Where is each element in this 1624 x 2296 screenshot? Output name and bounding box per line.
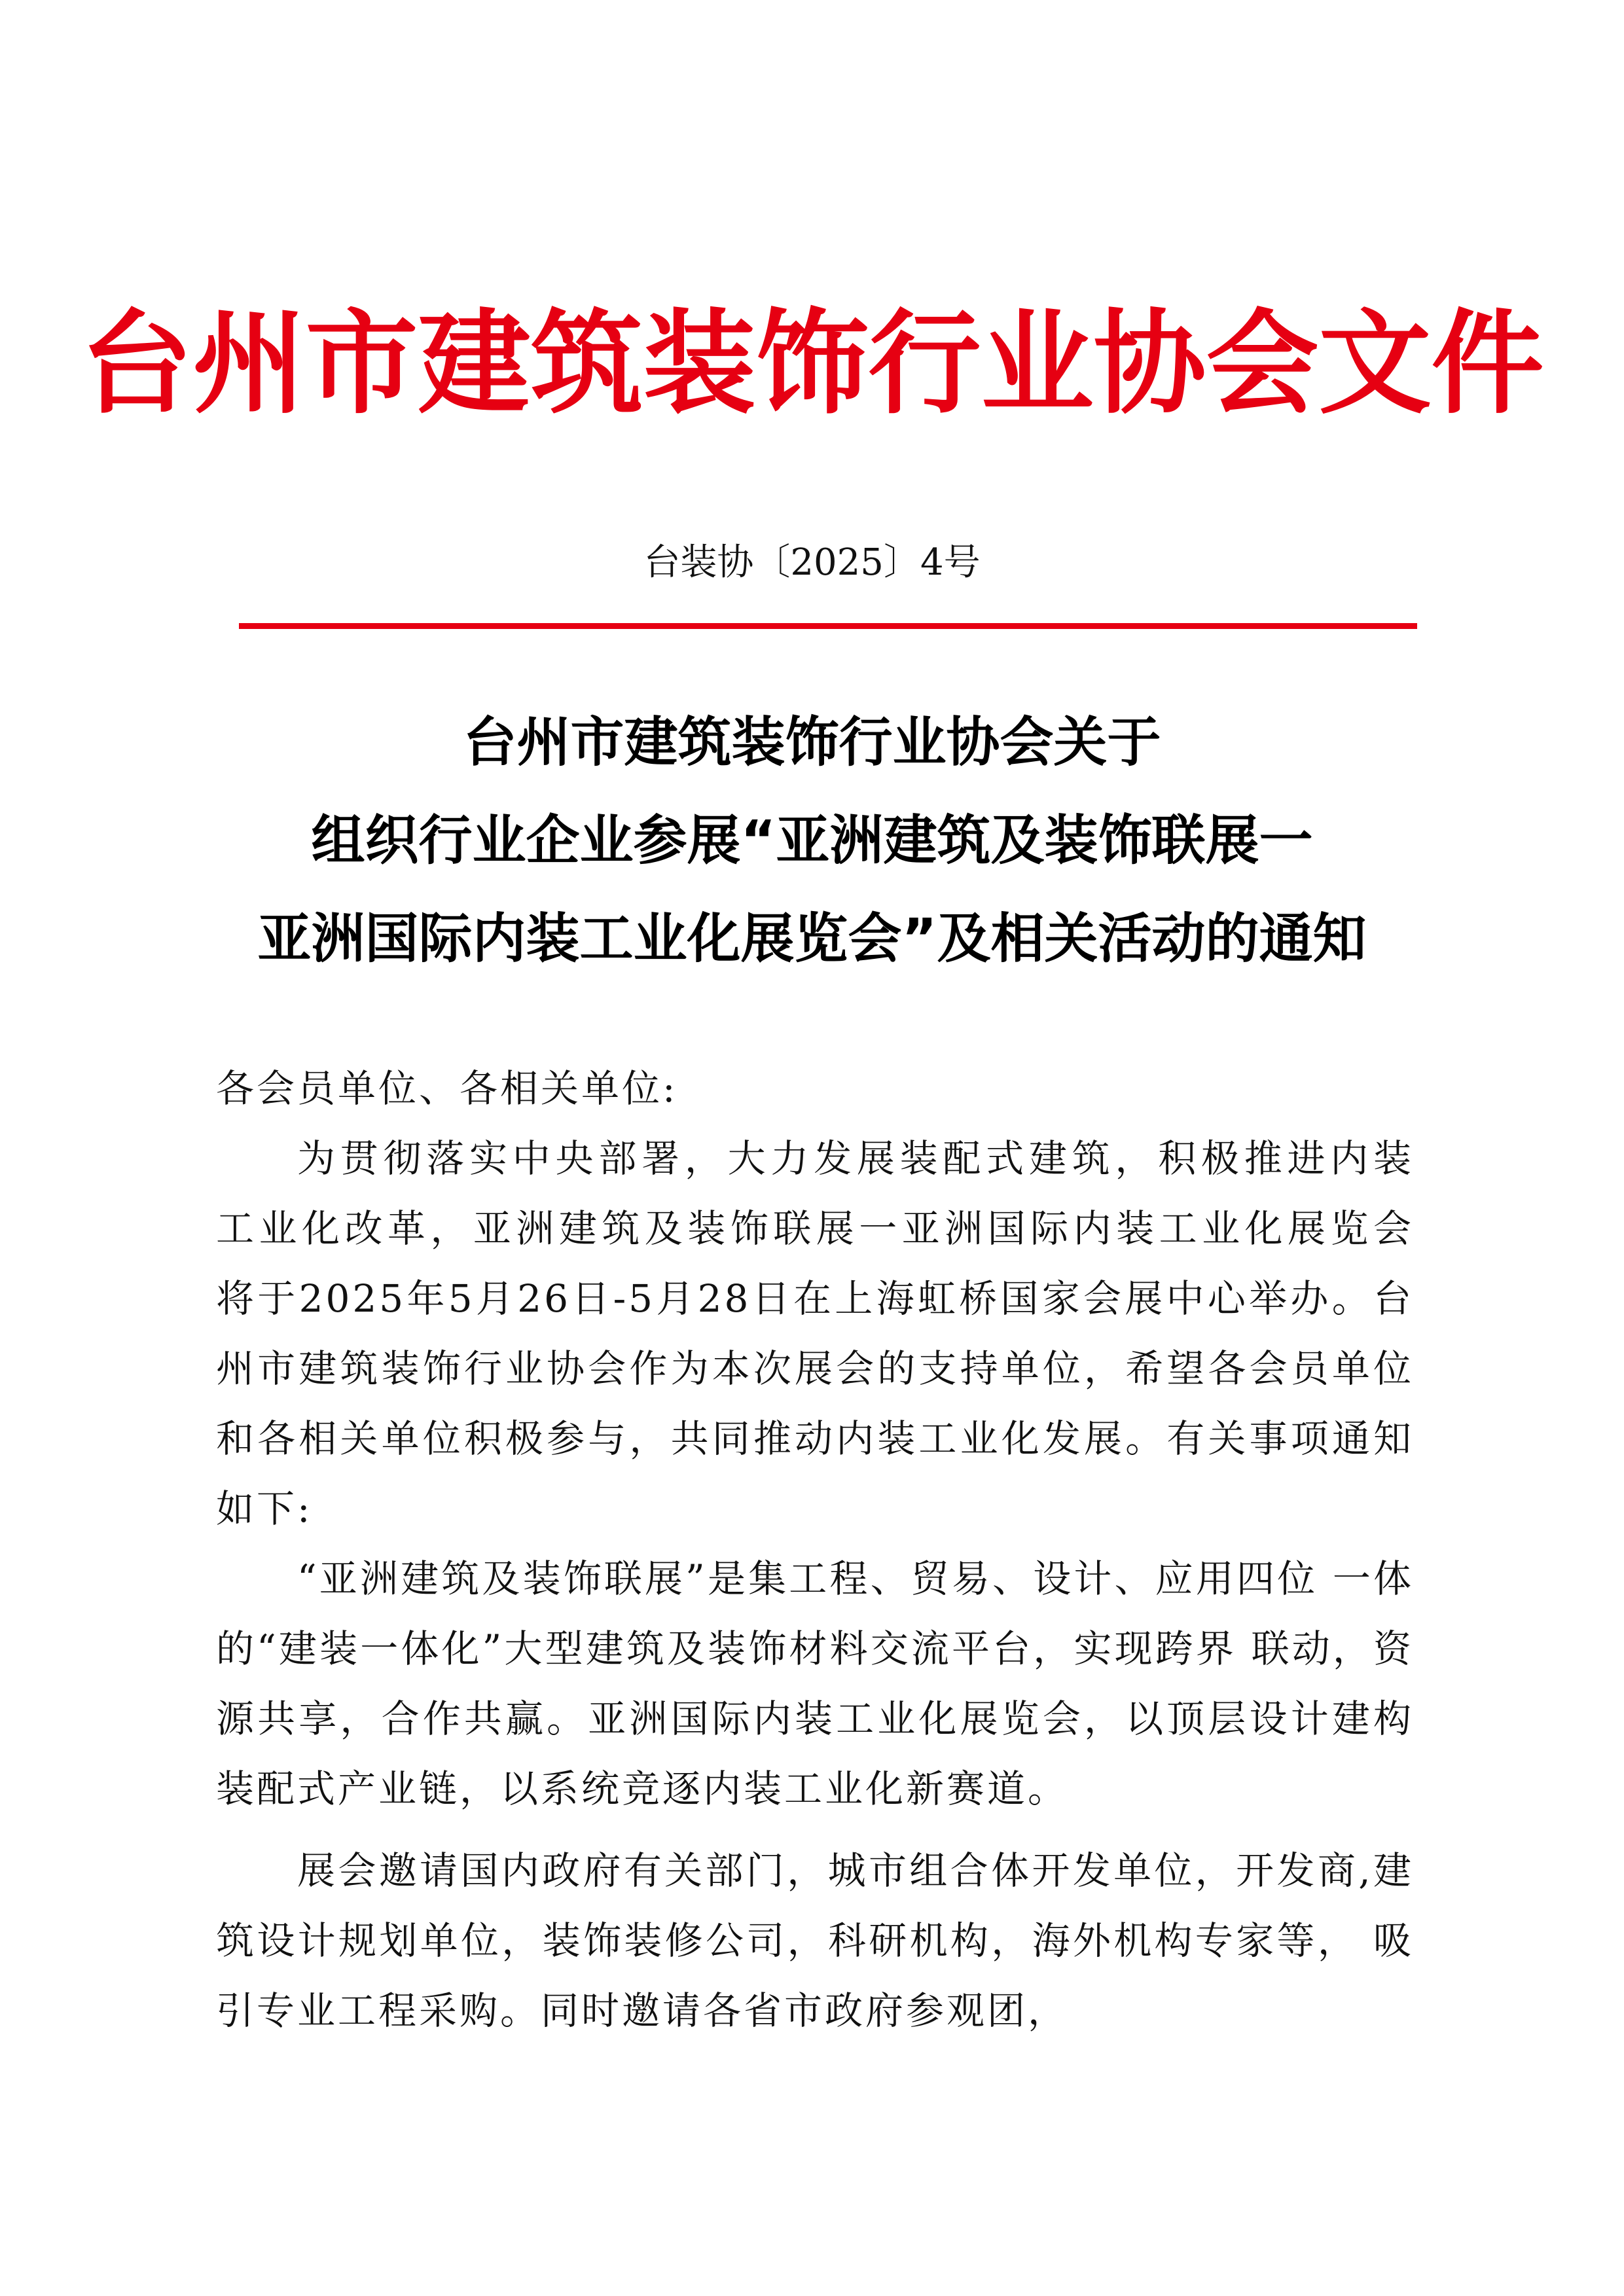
body-paragraph: 展会邀请国内政府有关部门，城市组合体开发单位，开发商,建筑设计规划单位，装饰装修公司，科研机构，海外机构专家等， 吸引专业工程采购。同时邀请各省市政府参观团， xyxy=(216,1848,1414,2033)
notice-body xyxy=(216,1054,1455,2046)
notice-title xyxy=(131,694,1493,988)
notice-title-line: 台州市建筑装饰行业协会关于 xyxy=(463,711,1161,774)
masthead-title: 台州市建筑装饰行业协会文件 xyxy=(80,296,1544,429)
body-paragraph: “亚洲建筑及装饰联展”是集工程、贸易、设计、应用四位 一体的“建装一体化”大型建筑及装饰材料交流平台，实现跨界 联动，资源共享，合作共赢。亚洲国际内装工业化展览会，以顶层设计建构装配式产业链，以系统竞逐内装工业化新赛道。 xyxy=(216,1556,1414,1811)
salutation: 各会员单位、各相关单位: xyxy=(216,1066,678,1111)
notice-title-line: 亚洲国际内装工业化展览会”及相关活动的通知 xyxy=(257,908,1367,970)
notice-title-line: 组织行业企业参展“亚洲建筑及装饰联展一 xyxy=(311,810,1313,872)
body-paragraph: 为贯彻落实中央部署，大力发展装配式建筑，积极推进内装 工业化改革，亚洲建筑及装饰联展一亚洲国际内装工业化展览会 将于2025年5月26日-5月28日在上海虹桥国家会展中心举办。台州市建筑装饰行业协会作为本次展会的支持单位，希望各会员单位和各相关单位积极参与，共同推动内装工业化发展。有关事项通知如下: xyxy=(216,1136,1455,1531)
document-number: 台装协〔2025〕4号 xyxy=(643,541,981,584)
red-divider-line xyxy=(239,623,1417,629)
